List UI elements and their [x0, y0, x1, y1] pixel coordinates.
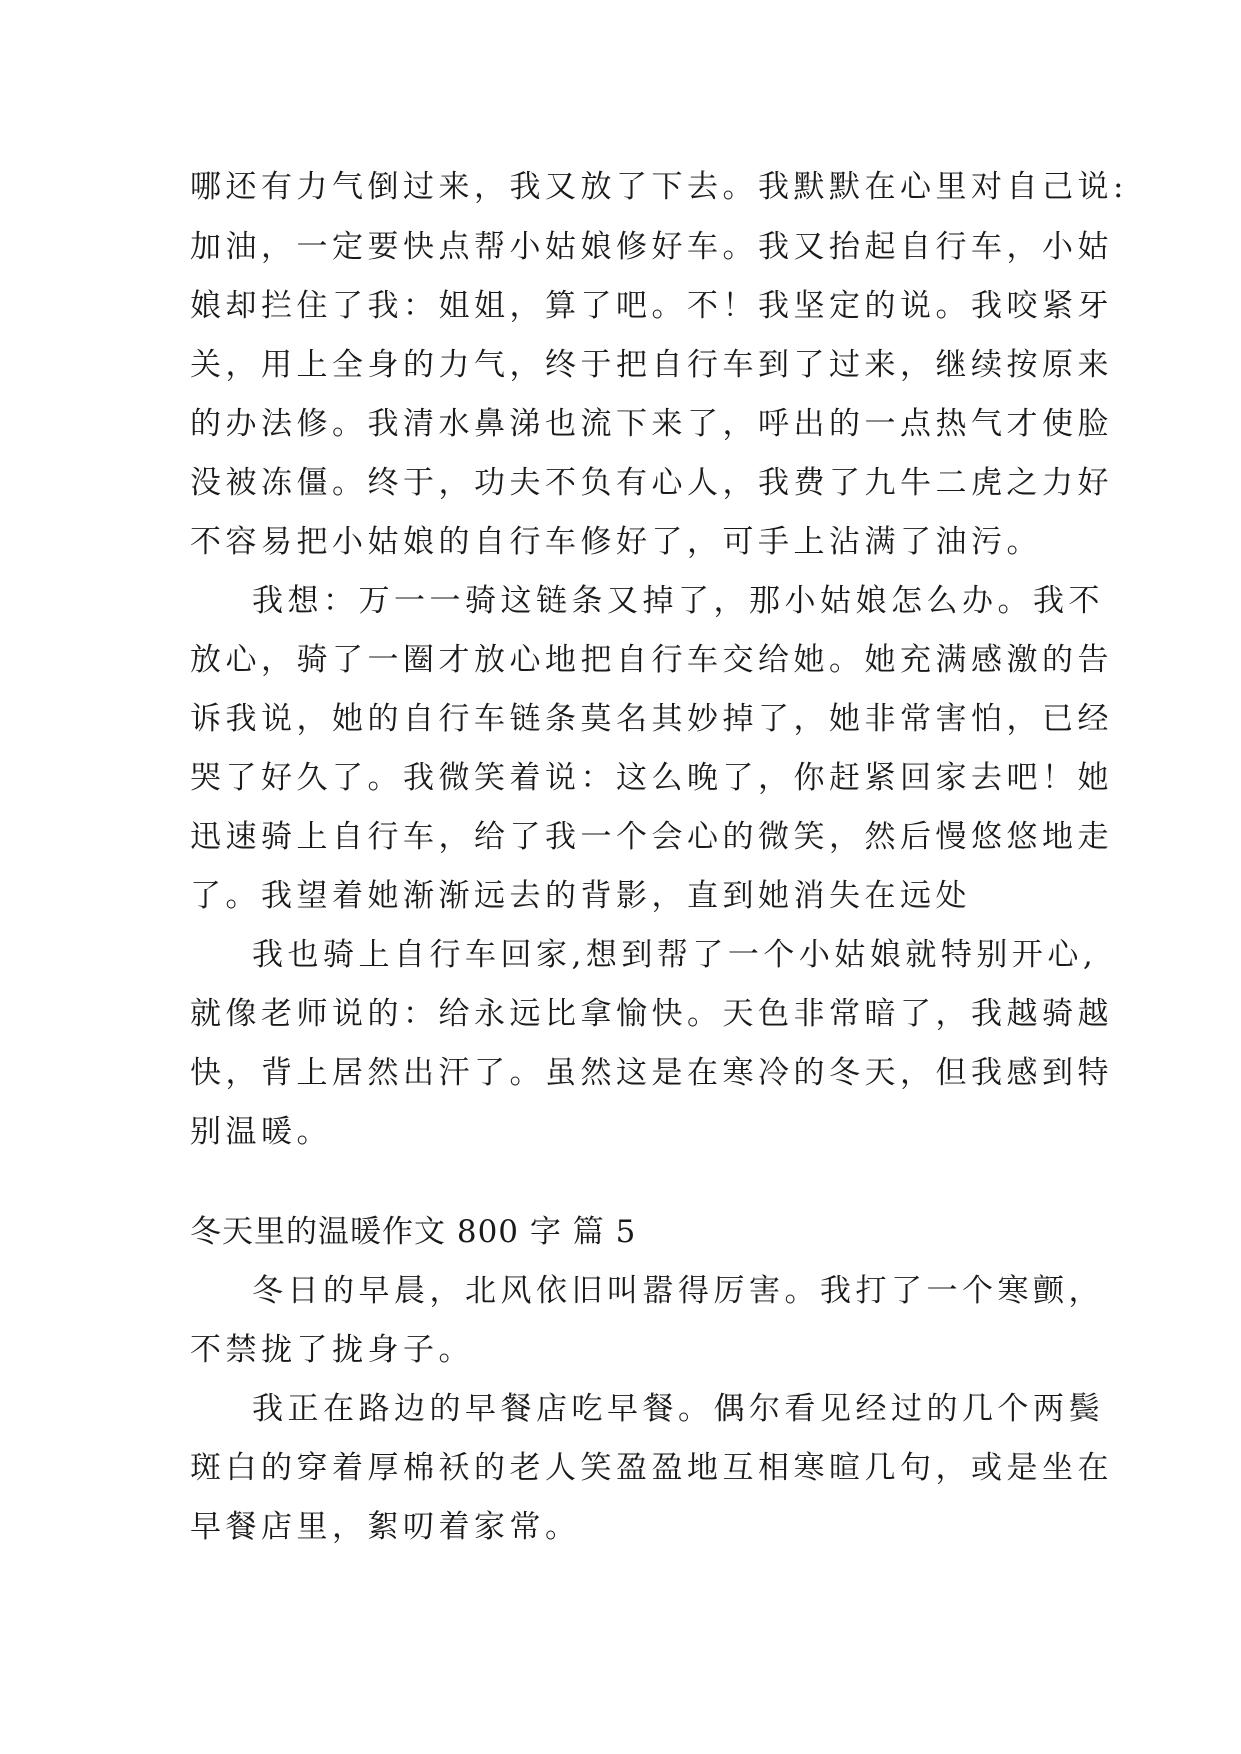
- text-line: 快，背上居然出汗了。虽然这是在寒冷的冬天，但我感到特: [190, 1055, 1113, 1091]
- text-line: 加油，一定要快点帮小姑娘修好车。我又抬起自行车，小姑: [190, 229, 1113, 265]
- text-line: 我正在路边的早餐店吃早餐。偶尔看见经过的几个两鬓: [252, 1391, 1104, 1427]
- text-line: 的办法修。我清水鼻涕也流下来了，呼出的一点热气才使脸: [190, 406, 1113, 442]
- text-line: 不禁拢了拢身子。: [190, 1332, 474, 1368]
- text-line: 迅速骑上自行车，给了我一个会心的微笑，然后慢悠悠地走: [190, 819, 1113, 855]
- text-line: 关，用上全身的力气，终于把自行车到了过来，继续按原来: [190, 347, 1113, 383]
- text-line: 斑白的穿着厚棉袄的老人笑盈盈地互相寒暄几句，或是坐在: [190, 1450, 1113, 1486]
- text-line: 冬日的早晨，北风依旧叫嚣得厉害。我打了一个寒颤，: [252, 1273, 1104, 1309]
- text-line: 没被冻僵。终于，功夫不负有心人，我费了九牛二虎之力好: [190, 465, 1113, 501]
- text-line: 哭了好久了。我微笑着说：这么晚了，你赶紧回家去吧！她: [190, 760, 1113, 796]
- text-line: 娘却拦住了我：姐姐，算了吧。不！我坚定的说。我咬紧牙: [190, 288, 1113, 324]
- text-line: 不容易把小姑娘的自行车修好了，可手上沾满了油污。: [190, 524, 1042, 560]
- text-line: 了。我望着她渐渐远去的背影，直到她消失在远处: [190, 878, 971, 914]
- text-line: 哪还有力气倒过来，我又放了下去。我默默在心里对自己说:: [190, 169, 1128, 205]
- text-line: 就像老师说的：给永远比拿愉快。天色非常暗了，我越骑越: [190, 996, 1113, 1032]
- text-line: 别温暖。: [190, 1114, 332, 1150]
- text-line: 诉我说，她的自行车链条莫名其妙掉了，她非常害怕，已经: [190, 701, 1113, 737]
- text-line: 我想：万一一骑这链条又掉了，那小姑娘怎么办。我不: [252, 583, 1104, 619]
- text-line: 我也骑上自行车回家,想到帮了一个小姑娘就特别开心,: [252, 937, 1098, 973]
- section-title: 冬天里的温暖作文 800 字 篇 5: [190, 1214, 637, 1250]
- text-line: 放心，骑了一圈才放心地把自行车交给她。她充满感激的告: [190, 642, 1113, 678]
- text-line: 早餐店里，絮叨着家常。: [190, 1509, 581, 1545]
